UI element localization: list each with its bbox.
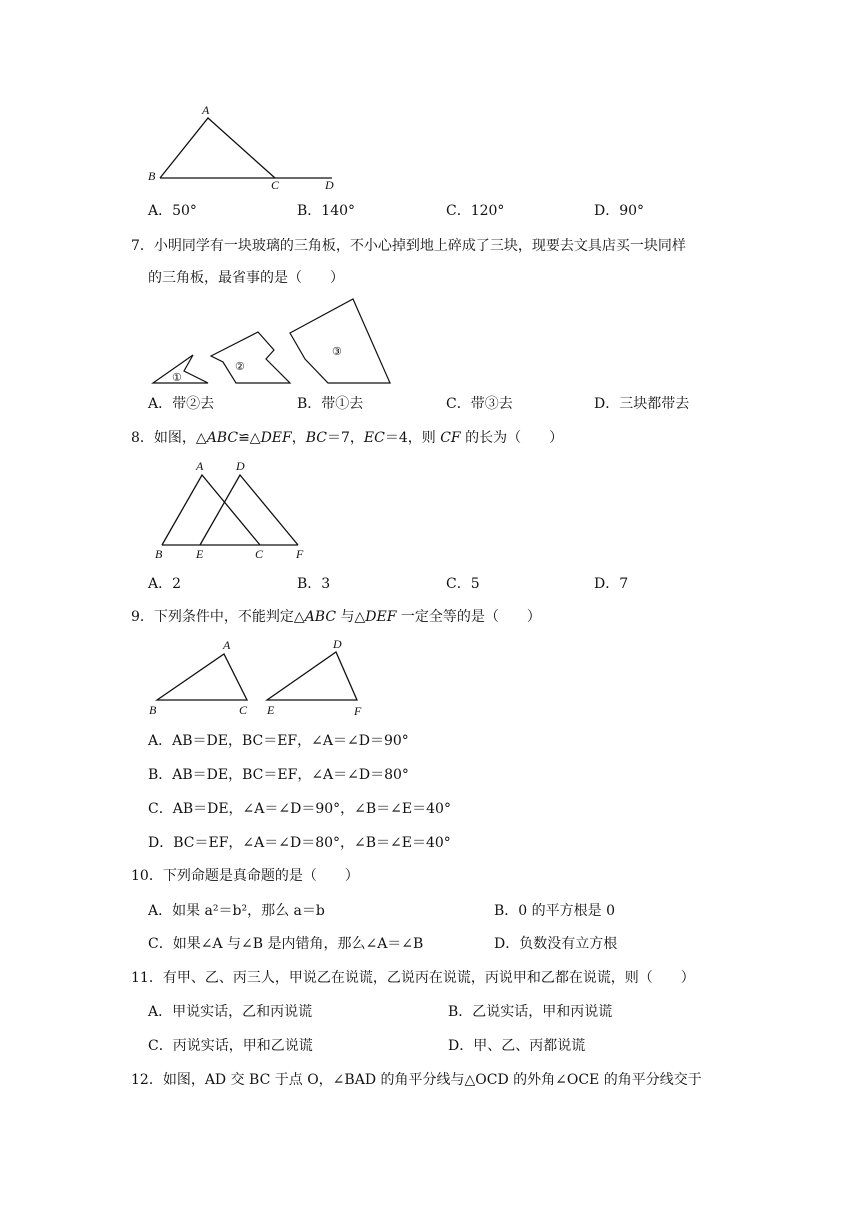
q11-option-d: D．甲、乙、丙都说谎	[448, 1038, 586, 1054]
q6-label-c: C	[271, 178, 280, 192]
q6-option-a: A．50°	[148, 203, 197, 219]
q9-label-f: F	[354, 704, 362, 718]
q8-label-e: E	[196, 547, 204, 561]
q6-option-c: C．120°	[446, 203, 505, 219]
q9-stem: 9．下列条件中，不能判定△ABC 与△DEF 一定全等的是（ ）	[131, 609, 541, 625]
q8-option-c: C．5	[446, 576, 480, 592]
q8-option-d: D．7	[594, 576, 629, 592]
q7-piece-3-label: ③	[332, 346, 342, 358]
q7-option-d: D．三块都带去	[594, 396, 690, 412]
q8-figure	[150, 455, 320, 563]
q10-option-c: C．如果∠A 与∠B 是内错角，那么∠A＝∠B	[148, 936, 424, 952]
q9-label-a: A	[223, 638, 231, 652]
q6-label-a: A	[202, 103, 210, 117]
q11-option-b: B．乙说实话，甲和丙说谎	[448, 1004, 613, 1020]
q9-label-d: D	[333, 637, 342, 651]
q9-option-a: A．AB＝DE，BC＝EF，∠A＝∠D＝90°	[148, 733, 409, 749]
q7-stem-line1: 7．小明同学有一块玻璃的三角板，不小心掉到地上碎成了三块，现要去文具店买一块同样	[131, 238, 686, 254]
q7-stem-line2: 的三角板，最省事的是（ ）	[148, 270, 344, 286]
q8-option-b: B．3	[297, 576, 331, 592]
q7-option-b: B．带①去	[297, 396, 364, 412]
q9-option-b: B．AB＝DE，BC＝EF，∠A＝∠D＝80°	[148, 767, 409, 783]
q12-stem: 12．如图，AD 交 BC 于点 O，∠BAD 的角平分线与△OCD 的外角∠OCE 的角平分线交于	[131, 1072, 702, 1088]
q6-option-b: B．140°	[297, 203, 356, 219]
q10-option-d: D．负数没有立方根	[494, 936, 618, 952]
q10-stem: 10．下列命题是真命题的是（ ）	[131, 868, 359, 884]
q7-option-c: C．带③去	[446, 396, 513, 412]
q9-option-c: C．AB＝DE，∠A＝∠D＝90°，∠B＝∠E＝40°	[148, 801, 451, 817]
q8-label-a: A	[196, 459, 204, 473]
q9-option-d: D．BC＝EF，∠A＝∠D＝80°，∠B＝∠E＝40°	[148, 835, 451, 851]
q7-piece-2-label: ②	[235, 361, 245, 373]
q7-figure	[148, 292, 398, 388]
q8-option-a: A．2	[148, 576, 182, 592]
q10-option-b: B．0 的平方根是 0	[494, 903, 616, 919]
q8-label-d: D	[236, 459, 245, 473]
q8-label-c: C	[255, 547, 264, 561]
q6-label-d: D	[325, 178, 334, 192]
q8-label-b: B	[155, 547, 163, 561]
q7-piece-1-label: ①	[172, 372, 182, 384]
q9-label-b: B	[149, 703, 157, 717]
q8-label-f: F	[296, 547, 304, 561]
q11-option-c: C．丙说实话，甲和乙说谎	[148, 1038, 313, 1054]
q11-stem: 11．有甲、乙、丙三人，甲说乙在说谎，乙说丙在说谎，丙说甲和乙都在说谎，则（ ）	[131, 970, 695, 986]
q9-figure	[145, 636, 375, 718]
q6-option-d: D．90°	[594, 203, 645, 219]
q7-option-a: A．带②去	[148, 396, 215, 412]
q6-label-b: B	[148, 169, 156, 183]
q6-figure	[140, 100, 350, 195]
q8-stem: 8．如图，△ABC≌△DEF，BC＝7，EC＝4，则 CF 的长为（ ）	[131, 430, 564, 446]
q10-option-a: A．如果 a²＝b²，那么 a＝b	[148, 903, 325, 919]
q11-option-a: A．甲说实话，乙和丙说谎	[148, 1004, 313, 1020]
q9-label-c: C	[239, 703, 248, 717]
q9-label-e: E	[267, 703, 275, 717]
